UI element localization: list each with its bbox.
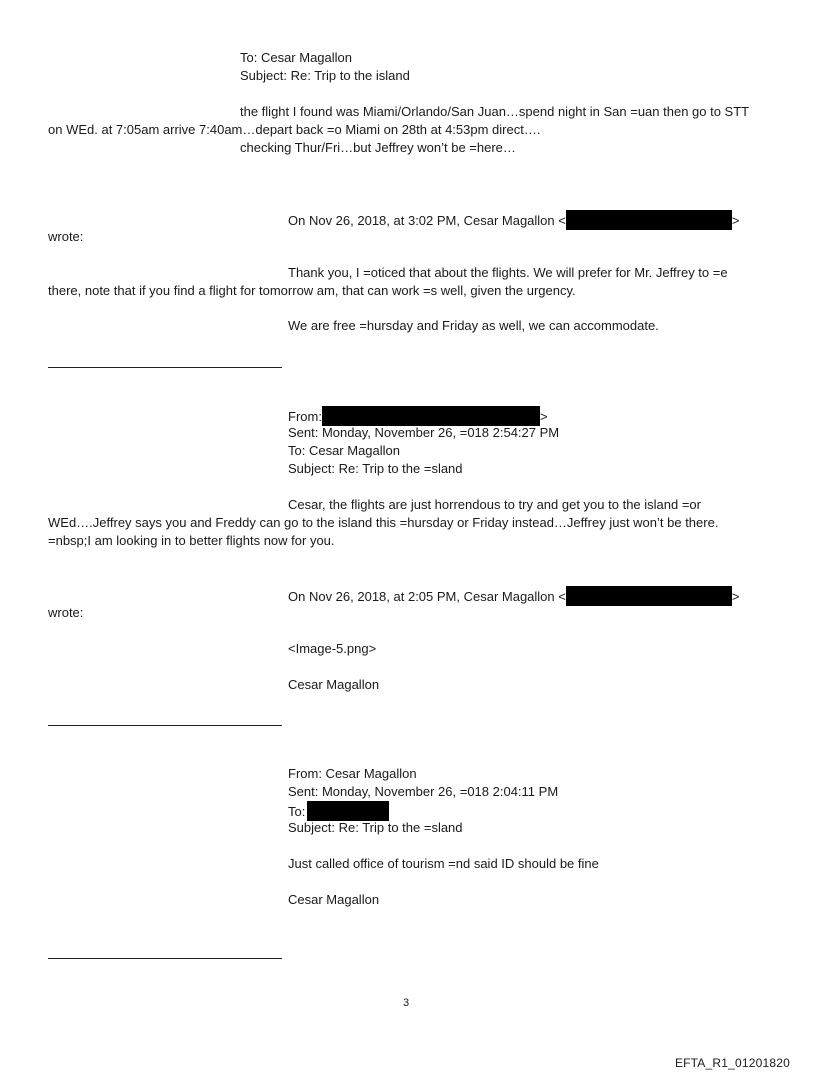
quote-header bbox=[288, 210, 739, 230]
redaction-box bbox=[307, 801, 389, 821]
body-text-line: on WEd. at 7:05am arrive 7:40am…depart back =o Miami on 28th at 4:53pm direct…. bbox=[48, 122, 541, 137]
email-sent-line: Sent: Monday, November 26, =018 2:04:11 PM bbox=[288, 784, 559, 799]
wrote-label: wrote: bbox=[48, 229, 84, 244]
redaction-box bbox=[566, 210, 732, 230]
body-text-line: WEd….Jeffrey says you and Freddy can go to the island this =hursday or Friday instead…Jeffrey just won’t be there. bbox=[48, 515, 719, 530]
wrote-label: wrote: bbox=[48, 605, 84, 620]
separator-rule bbox=[48, 367, 282, 368]
body-text-line: Cesar, the flights are just horrendous to try and get you to the island =or bbox=[288, 497, 701, 512]
quote-header-suffix: > bbox=[731, 589, 740, 604]
quote-header-text: On Nov 26, 2018, at 3:02 PM, Cesar Magallon < bbox=[288, 213, 566, 228]
separator-rule bbox=[48, 958, 282, 959]
email-from-line bbox=[288, 406, 548, 426]
email-from-line: From: Cesar Magallon bbox=[288, 766, 417, 781]
email-to-line bbox=[288, 801, 389, 821]
page-number: 3 bbox=[403, 997, 410, 1009]
signature: Cesar Magallon bbox=[288, 892, 380, 907]
body-text-line: We are free =hursday and Friday as well, we can accommodate. bbox=[288, 318, 659, 333]
email-subject-line: Subject: Re: Trip to the =sland bbox=[288, 461, 463, 476]
body-text-line: checking Thur/Fri…but Jeffrey won’t be =here… bbox=[240, 140, 516, 155]
email-to-line: To: Cesar Magallon bbox=[288, 443, 400, 458]
body-text-line: Just called office of tourism =nd said ID should be fine bbox=[288, 856, 599, 871]
quote-header bbox=[288, 586, 739, 606]
body-text-line: =nbsp;I am looking in to better flights now for you. bbox=[48, 533, 335, 548]
to-label: To: bbox=[288, 804, 306, 819]
from-label: From: bbox=[288, 409, 322, 424]
from-suffix: > bbox=[539, 409, 548, 424]
redaction-box bbox=[566, 586, 732, 606]
signature: Cesar Magallon bbox=[288, 677, 380, 692]
body-text-line: Thank you, I =oticed that about the flights. We will prefer for Mr. Jeffrey to =e bbox=[288, 265, 728, 280]
document-id: EFTA_R1_01201820 bbox=[674, 1056, 790, 1070]
email-subject-line: Subject: Re: Trip to the =sland bbox=[288, 820, 463, 835]
quote-header-suffix: > bbox=[731, 213, 740, 228]
attachment-reference: <Image-5.png> bbox=[288, 641, 377, 656]
body-text-line: the flight I found was Miami/Orlando/San Juan…spend night in San =uan then go to STT bbox=[240, 104, 750, 119]
separator-rule bbox=[48, 725, 282, 726]
redaction-box bbox=[322, 406, 540, 426]
email-sent-line: Sent: Monday, November 26, =018 2:54:27 PM bbox=[288, 425, 560, 440]
email-to-line: To: Cesar Magallon bbox=[240, 50, 352, 65]
body-text-line: there, note that if you find a flight for tomorrow am, that can work =s well, given the urgency. bbox=[48, 283, 576, 298]
quote-header-text: On Nov 26, 2018, at 2:05 PM, Cesar Magallon < bbox=[288, 589, 566, 604]
email-subject-line: Subject: Re: Trip to the island bbox=[240, 68, 410, 83]
